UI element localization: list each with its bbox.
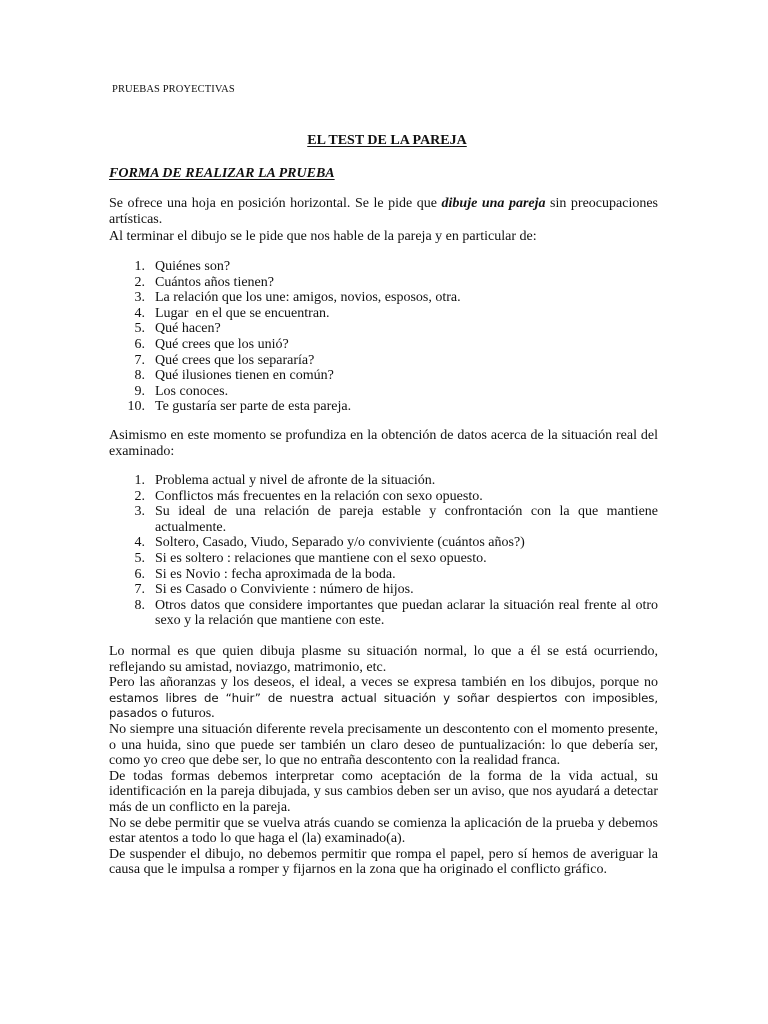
list-item [109, 384, 658, 400]
closing-paragraph-2 [109, 675, 658, 722]
list-number: 2. [134, 274, 145, 290]
list-item [109, 473, 658, 489]
list-item-text: Qué ilusiones tienen en común? [155, 368, 334, 384]
list-item-text: Te gustaría ser parte de esta pareja. [155, 399, 352, 415]
intro-paragraph [109, 196, 658, 227]
list-item [109, 353, 658, 369]
list-number: 9. [134, 383, 145, 399]
list-number: 7. [134, 582, 145, 598]
list-item [109, 321, 658, 337]
list-number: 4. [134, 305, 145, 321]
list-number: 1. [134, 259, 145, 274]
list-number: 1. [134, 473, 145, 488]
list-number: 6. [134, 566, 145, 582]
list-number: 4. [134, 535, 145, 551]
list-item-text: Qué hacen? [155, 321, 221, 337]
list-item-text: La relación que los une: amigos, novios, esposos, otra. [155, 290, 461, 306]
list-item-text: Si es soltero : relaciones que mantiene con el sexo opuesto. [155, 550, 487, 566]
list-item [109, 598, 658, 629]
list-item-text: Qué crees que los unió? [155, 336, 289, 352]
list-item [109, 551, 658, 567]
list-item-text: Cuántos años tienen? [155, 274, 274, 290]
list-number: 8. [134, 368, 145, 384]
list-item-text: Si es Casado o Conviviente : número de hijos. [155, 582, 414, 598]
asimismo-paragraph: Asimismo en este momento se profundiza en la obtención de datos acerca de la situación real del examinado: [109, 428, 658, 459]
list-item-text: Los conoces. [155, 383, 229, 399]
list-item-text: Su ideal de una relación de pareja estable y confrontación con la que mantiene actualmente. [155, 504, 658, 535]
list-number: 10. [127, 399, 145, 415]
closing-paragraph-1: Lo normal es que quien dibuja plasme su situación normal, lo que a él se está ocurriendo, reflejando su amistad, noviazgo, matrimonio, etc. [109, 644, 658, 675]
questions-list [109, 259, 658, 415]
intro-text-a: Se ofrece una hoja en posición horizontal. Se le pide que [109, 196, 442, 211]
closing-p2-text-a: Pero las añoranzas y los deseos, el ideal, a veces se expresa también en los dibujos, porque no [109, 675, 658, 691]
list-item-text: Lugar en el que se encuentran. [155, 305, 330, 321]
list-item [109, 275, 658, 291]
list-item [109, 399, 658, 415]
intro-emphasis: dibuje una pareja [441, 196, 546, 211]
list-item [109, 567, 658, 583]
list-item-text: Soltero, Casado, Viudo, Separado y/o conviviente (cuántos años?) [155, 535, 525, 551]
closing-p2-sans-text: estamos libres de “huir” de nuestra actual situación y soñar despiertos con imposibles, pasados o [109, 690, 658, 721]
closing-p2-text-b: futuros. [168, 706, 215, 722]
list-number: 2. [134, 488, 145, 504]
intro-second-line: Al terminar el dibujo se le pide que nos hable de la pareja y en particular de: [109, 229, 537, 244]
section-heading: FORMA DE REALIZAR LA PRUEBA [109, 166, 335, 181]
closing-section [109, 644, 658, 878]
list-item [109, 535, 658, 551]
list-item [109, 582, 658, 598]
list-number: 7. [134, 352, 145, 368]
list-number: 5. [134, 550, 145, 566]
list-number: 3. [134, 504, 145, 520]
list-item [109, 259, 658, 275]
intro-text-b: sin preocupaciones artísticas. [109, 196, 658, 227]
list-number: 6. [134, 336, 145, 352]
closing-paragraph-6: De suspender el dibujo, no debemos permitir que rompa el papel, pero sí hemos de averiguar la causa que le impulsa a romper y fijarnos en la zona que ha originado el conflicto gráfico. [109, 846, 658, 878]
list-number: 3. [134, 290, 145, 306]
list-item [109, 368, 658, 384]
page-title: EL TEST DE LA PAREJA [307, 133, 467, 148]
list-item-text: Qué crees que los separaría? [155, 352, 315, 368]
list-item [109, 290, 658, 306]
closing-paragraph-5: No se debe permitir que se vuelva atrás cuando se comienza la aplicación de la prueba y debemos estar atentos a todo lo que haga el (la) examinado(a). [109, 815, 658, 847]
list-number: 5. [134, 321, 145, 337]
list-item-text: Conflictos más frecuentes en la relación con sexo opuesto. [155, 488, 483, 504]
details-list [109, 473, 658, 629]
list-item [109, 306, 658, 322]
list-number: 8. [134, 597, 145, 613]
list-item-text: Si es Novio : fecha aproximada de la boda. [155, 566, 396, 582]
list-item [109, 337, 658, 353]
list-item-text: Problema actual y nivel de afronte de la situación. [155, 473, 436, 488]
list-item-text: Quiénes son? [155, 259, 231, 274]
closing-paragraph-3: No siempre una situación diferente revela precisamente un descontento con el momento presente, o una huida, sino que puede ser también un claro deseo de puntualización: lo que debería ser, como yo creo que debe ser, lo que no entraña descontento con la realidad franca. [109, 721, 658, 769]
closing-paragraph-4: De todas formas debemos interpretar como aceptación de la forma de la vida actual, su identificación en la pareja dibujada, y sus cambios deben ser un aviso, que nos ayudará a detectar más de un conflicto en la pareja. [109, 768, 658, 815]
list-item [109, 504, 658, 535]
list-item [109, 489, 658, 505]
running-header: PRUEBAS PROYECTIVAS [112, 84, 235, 95]
list-item-text: Otros datos que considere importantes que puedan aclarar la situación real frente al otro sexo y la relación que mantiene con este. [155, 597, 658, 629]
